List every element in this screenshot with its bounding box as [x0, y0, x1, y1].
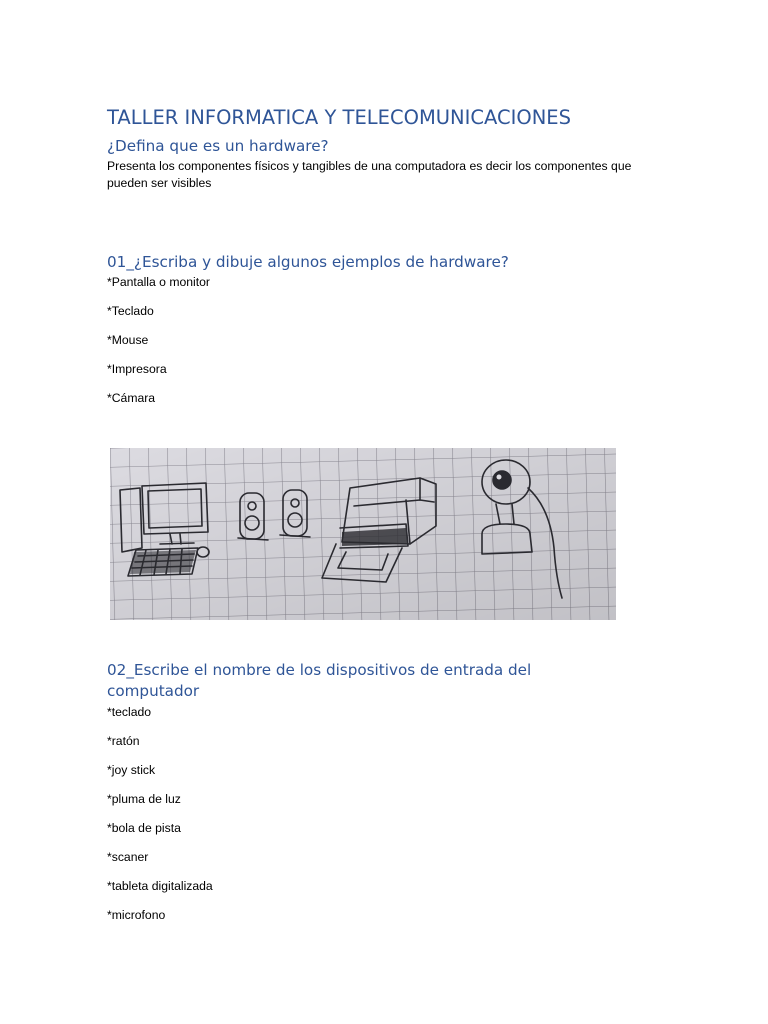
section-01-heading: 01_¿Escriba y dibuje algunos ejemplos de hardware?	[107, 253, 509, 271]
input-device-list-item: *teclado	[107, 705, 152, 719]
document-title: TALLER INFORMATICA Y TELECOMUNICACIONES	[107, 106, 571, 129]
definition-heading: ¿Defina que es un hardware?	[107, 137, 329, 155]
input-device-list-item: *scaner	[107, 850, 149, 864]
hardware-list-item: *Teclado	[107, 304, 154, 318]
hardware-list-item: *Mouse	[107, 333, 149, 347]
input-device-list-item: *tableta digitalizada	[107, 879, 213, 893]
section-02-heading: 02_Escribe el nombre de los dispositivos de entrada del computador	[107, 661, 532, 700]
input-device-list-item: *microfono	[107, 908, 166, 922]
input-device-list-item: *joy stick	[107, 763, 156, 777]
input-device-list-item: *pluma de luz	[107, 792, 181, 806]
definition-answer: Presenta los componentes físicos y tangibles de una computadora es decir los componentes que pueden ser visibles	[107, 159, 632, 190]
hardware-list-item: *Cámara	[107, 391, 156, 405]
hardware-sketch-image	[110, 448, 616, 620]
input-device-list-item: *ratón	[107, 734, 140, 748]
input-device-list-item: *bola de pista	[107, 821, 181, 835]
hardware-list-item: *Pantalla o monitor	[107, 275, 210, 289]
hardware-list-item: *Impresora	[107, 362, 167, 376]
